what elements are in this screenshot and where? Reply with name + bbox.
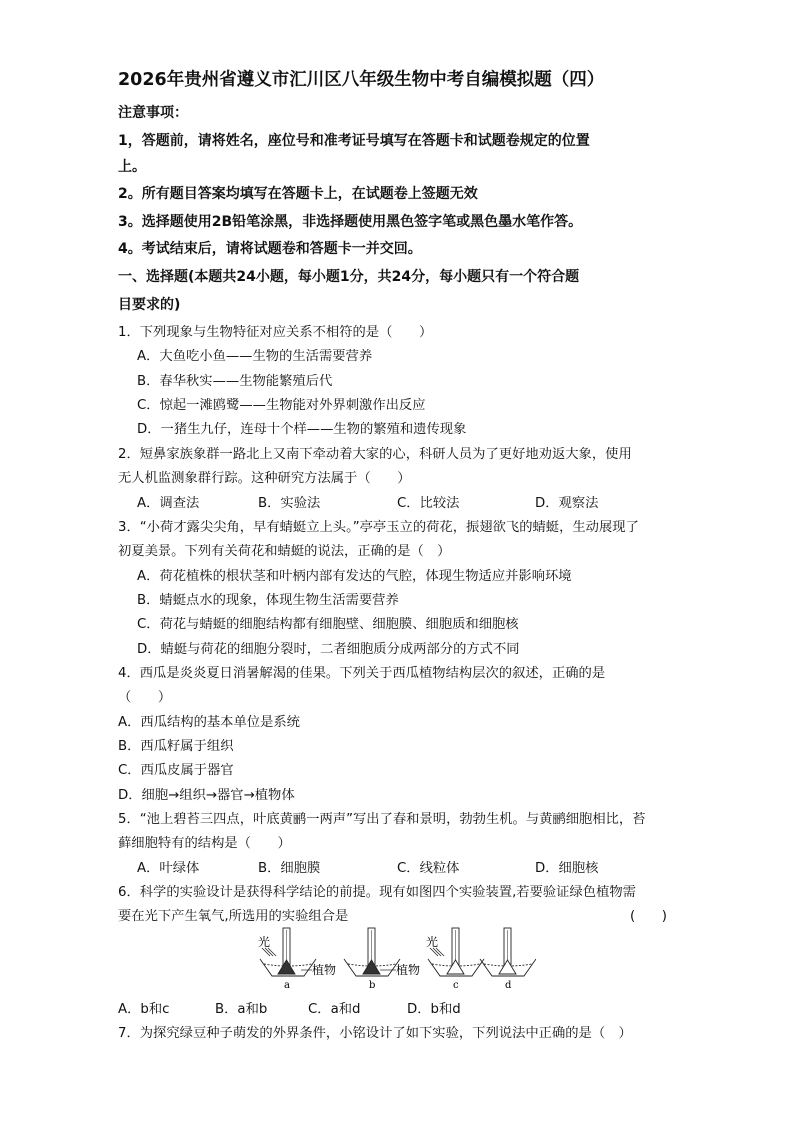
- question-3-option-a: A．荷花植株的根状茎和叶柄内部有发达的气腔，体现生物适应并影响环境: [137, 569, 572, 584]
- question-2-stem-cont: 无人机监测象群行踪。这种研究方法属于（ ）: [118, 471, 411, 486]
- plant-label-2: 植物: [396, 963, 421, 977]
- notice-item-3: 3。选择题使用2B铅笔涂黑，非选择题使用黑色签字笔或黑色墨水笔作答。: [118, 214, 583, 230]
- section-heading-cont: 目要求的): [118, 297, 181, 313]
- experiment-apparatus-diagram: [254, 926, 536, 992]
- question-3-option-d: D．蜻蜓与荷花的细胞分裂时，二者细胞质分成两部分的方式不同: [137, 642, 520, 657]
- question-2-options: [137, 492, 657, 510]
- notice-item-1-cont: 上。: [118, 159, 146, 175]
- question-3-option-b: B．蜻蜓点水的现象，体现生物生活需要营养: [137, 593, 399, 608]
- question-4-option-b: B．西瓜籽属于组织: [118, 739, 234, 754]
- question-6-option-c: C．a和d: [308, 1002, 361, 1017]
- question-5-options: [137, 857, 657, 875]
- question-1-option-a: A．大鱼吃小鱼——生物的生活需要营养: [137, 349, 373, 364]
- question-1-option-c: C．惊起一滩鸥鹭——生物能对外界刺激作出反应: [137, 398, 426, 413]
- question-2-option-c: C．比较法: [397, 496, 460, 511]
- question-3-stem: 3．“小荷才露尖尖角，早有蜻蜓立上头。”亭亭玉立的荷花，振翅欲飞的蜻蜓，生动展现了: [118, 520, 639, 535]
- question-1-stem: 1．下列现象与生物特征对应关系不相符的是（ ）: [118, 325, 433, 340]
- question-4-stem: 4．西瓜是炎炎夏日消暑解渴的佳果。下列关于西瓜植物结构层次的叙述，正确的是: [118, 666, 606, 681]
- question-6-option-a: A．b和c: [118, 1002, 170, 1017]
- question-5-stem-cont: 藓细胞特有的结构是（ ）: [118, 836, 291, 851]
- question-3-option-c: C．荷花与蜻蜓的细胞结构都有细胞壁、细胞膜、细胞质和细胞核: [137, 617, 519, 632]
- question-5-option-a: A．叶绿体: [137, 861, 200, 876]
- notice-item-4: 4。考试结束后，请将试题卷和答题卡一并交回。: [118, 241, 422, 257]
- question-2-option-b: B．实验法: [258, 496, 321, 511]
- question-6-stem: 6．科学的实验设计是获得科学结论的前提。现有如图四个实验装置,若要验证绿色植物需: [118, 885, 636, 900]
- light-label-a: 光: [258, 935, 271, 949]
- question-2-stem: 2．短鼻家族象群一路北上又南下牵动着大家的心，科研人员为了更好地劝返大象，使用: [118, 447, 632, 462]
- question-6-answer-paren: ( ): [630, 909, 667, 924]
- light-label-c: 光: [426, 935, 439, 949]
- notice-item-2: 2。所有题目答案均填写在答题卡上，在试题卷上签题无效: [118, 186, 478, 202]
- question-7-stem: 7．为探究绿豆种子萌发的外界条件，小铭设计了如下实验，下列说法中正确的是（ ）: [118, 1026, 632, 1041]
- question-5-option-c: C．线粒体: [397, 861, 460, 876]
- question-4-stem-cont: （ ）: [118, 690, 172, 705]
- exam-title: 2026年贵州省遵义市汇川区八年级生物中考自编模拟题（四）: [118, 70, 605, 90]
- question-4-option-a: A．西瓜结构的基本单位是系统: [118, 715, 300, 730]
- apparatus-label-a: a: [284, 980, 290, 991]
- question-3-stem-cont: 初夏美景。下列有关荷花和蜻蜓的说法，正确的是（ ）: [118, 544, 451, 559]
- section-heading: 一、选择题(本题共24小题，每小题1分，共24分，每小题只有一个符合题: [118, 269, 580, 285]
- question-5-option-d: D．细胞核: [535, 861, 599, 876]
- apparatus-d: [480, 928, 536, 976]
- question-4-option-c: C．西瓜皮属于器官: [118, 763, 234, 778]
- apparatus-label-b: b: [369, 980, 376, 991]
- question-1-option-b: B．春华秋实——生物能繁殖后代: [137, 374, 333, 389]
- notice-heading: 注意事项：: [118, 105, 188, 121]
- question-1-option-d: D．一猪生九仔，连母十个样——生物的繁殖和遗传现象: [137, 422, 467, 437]
- question-5-option-b: B．细胞膜: [258, 861, 321, 876]
- question-4-option-d: D．细胞→组织→器官→植物体: [118, 788, 295, 803]
- question-6-options: [118, 998, 538, 1016]
- apparatus-label-c: c: [453, 980, 459, 991]
- apparatus-b: [344, 928, 400, 976]
- apparatus-label-d: d: [505, 980, 512, 991]
- question-2-option-d: D．观察法: [535, 496, 599, 511]
- question-6-option-b: B．a和b: [215, 1002, 268, 1017]
- question-6-stem-cont: 要在光下产生氧气,所选用的实验组合是: [118, 909, 349, 924]
- question-2-option-a: A．调查法: [137, 496, 200, 511]
- question-6-option-d: D．b和d: [407, 1002, 461, 1017]
- notice-item-1: 1，答题前，请将姓名，座位号和准考证号填写在答题卡和试题卷规定的位置: [118, 133, 590, 149]
- question-5-stem: 5．“池上碧苔三四点，叶底黄鹂一两声”写出了春和景明，勃勃生机。与黄鹂细胞相比，苔: [118, 812, 646, 827]
- plant-label-1: 植物: [312, 963, 337, 977]
- experiment-figure: [254, 926, 536, 992]
